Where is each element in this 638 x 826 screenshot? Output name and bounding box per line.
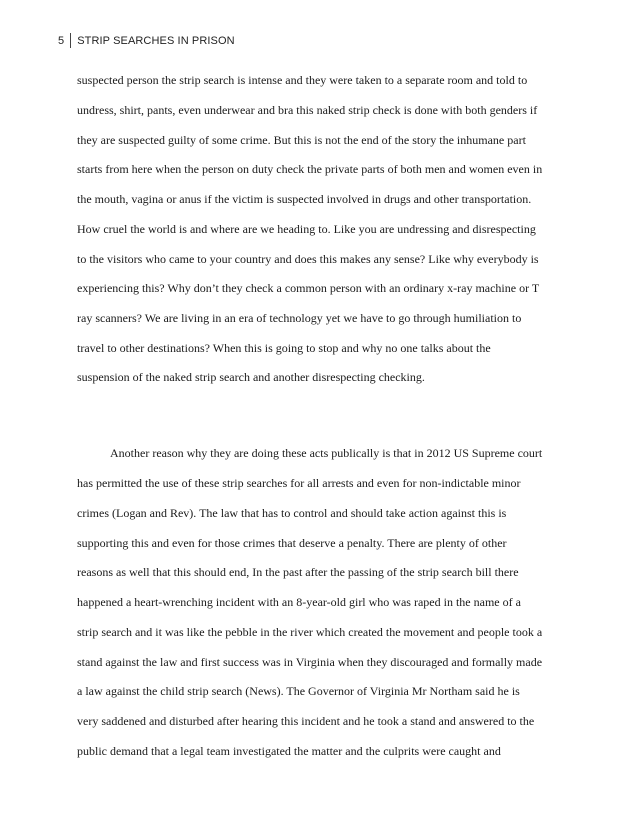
text-line: suspension of the naked strip search and another disrespecting checking. bbox=[77, 370, 425, 384]
text-line: travel to other destinations? When this is going to stop and why no one talks about the bbox=[77, 341, 491, 355]
text-line: How cruel the world is and where are we heading to. Like you are undressing and disrespecting bbox=[77, 222, 536, 236]
text-line: a law against the child strip search (News). The Governor of Virginia Mr Northam said he is bbox=[77, 684, 520, 698]
text-line: suspected person the strip search is intense and they were taken to a separate room and told to bbox=[77, 73, 528, 87]
text-line: crimes (Logan and Rev). The law that has to control and should take action against this is bbox=[77, 506, 507, 520]
text-line: they are suspected guilty of some crime. But this is not the end of the story the inhumane part bbox=[77, 133, 526, 147]
text-line: starts from here when the person on duty check the private parts of both men and women even in bbox=[77, 162, 543, 176]
text-line: supporting this and even for those crimes that deserve a penalty. There are plenty of other bbox=[77, 536, 507, 550]
text-line: strip search and it was like the pebble in the river which created the movement and people took a bbox=[77, 625, 543, 639]
text-line: public demand that a legal team investigated the matter and the culprits were caught and bbox=[77, 744, 501, 758]
text-line: ray scanners? We are living in an era of technology yet we have to go through humiliation to bbox=[77, 311, 522, 325]
header-divider bbox=[70, 33, 71, 48]
text-line: to the visitors who came to your country and does this makes any sense? Like why everybody is bbox=[77, 252, 539, 266]
text-line: happened a heart-wrenching incident with an 8-year-old girl who was raped in the name of a bbox=[77, 595, 521, 609]
text-line: undress, shirt, pants, even underwear and bra this naked strip check is done with both genders if bbox=[77, 103, 538, 117]
text-line: Another reason why they are doing these acts publically is that in 2012 US Supreme court bbox=[110, 446, 543, 460]
text-line: very saddened and disturbed after hearing this incident and he took a stand and answered to the bbox=[77, 714, 535, 728]
running-head: STRIP SEARCHES IN PRISON bbox=[77, 34, 235, 47]
page-number: 5 bbox=[58, 34, 65, 47]
text-line: reasons as well that this should end, In the past after the passing of the strip search bill there bbox=[77, 565, 519, 579]
text-line: has permitted the use of these strip searches for all arrests and even for non-indictable minor bbox=[77, 476, 521, 490]
text-line: the mouth, vagina or anus if the victim is suspected involved in drugs and other transportation. bbox=[77, 192, 532, 206]
text-line: experiencing this? Why don’t they check a common person with an ordinary x-ray machine or T bbox=[77, 281, 540, 295]
page-header bbox=[58, 33, 235, 48]
text-line: stand against the law and first success was in Virginia when they discouraged and formally made bbox=[77, 655, 543, 669]
